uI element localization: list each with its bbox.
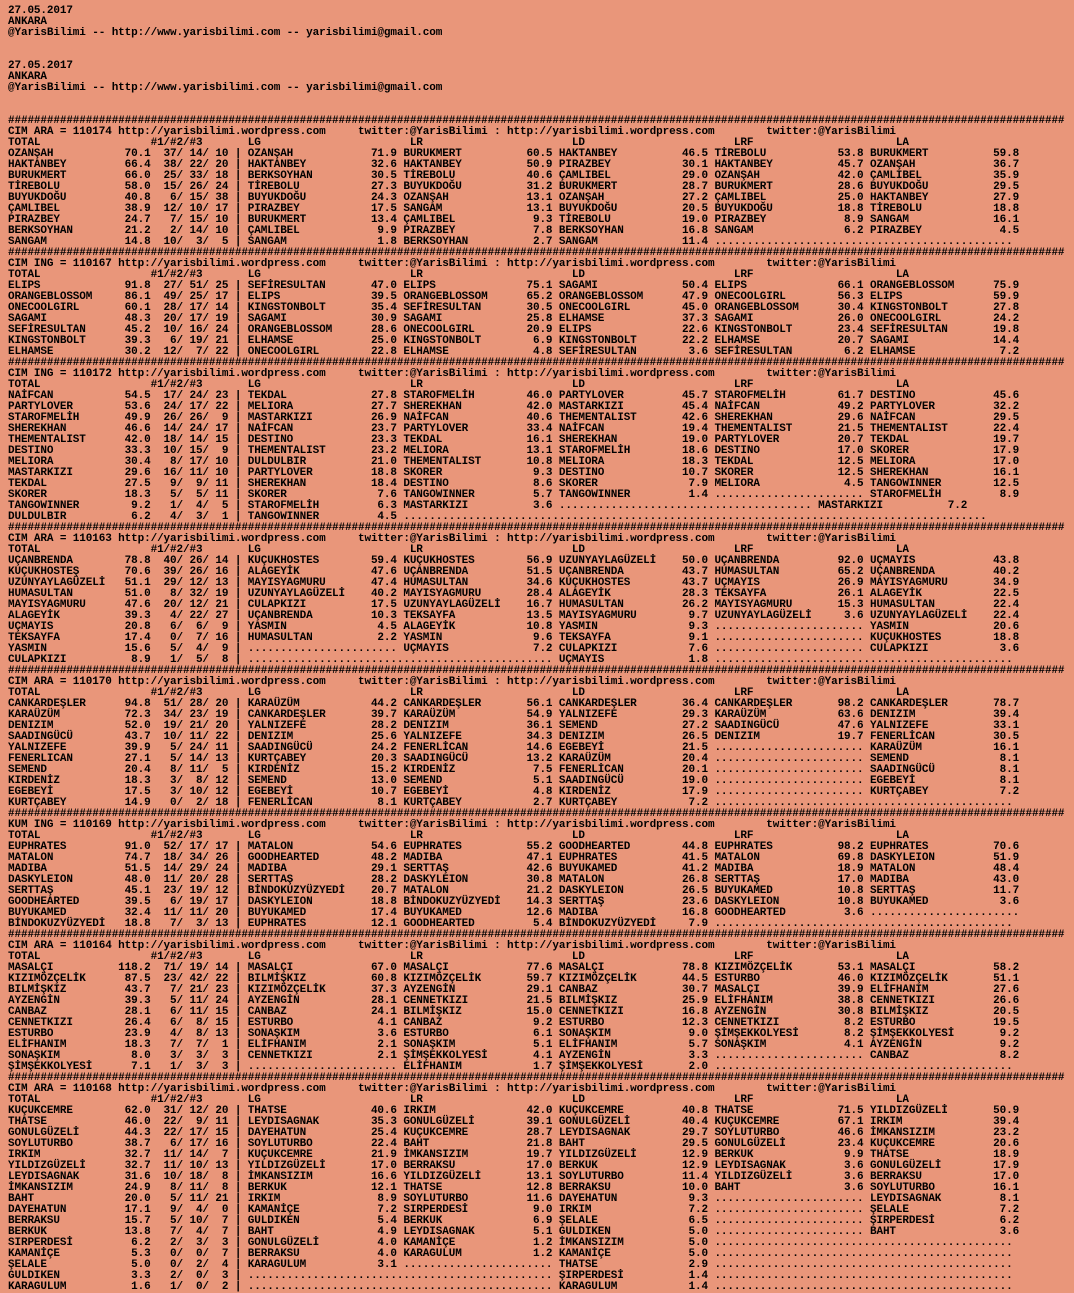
report-line: KUM ING = 110169 http://yarisbilimi.wordpress.com twitter:@YarisBilimi : http://yarisbilimi.wordpress.com twitter:@YarisBilimi — [8, 819, 896, 831]
report-line: ELİFHANIM 18.3 7/ 7/ 1 | ELİFHANIM 2.1 SONAŞKIM 5.1 ELİFHANIM 5.7 SONAŞKIM 4.1 AYZENGİN 9.2 — [8, 1039, 1020, 1051]
report-line: ALAGEYİK 39.3 4/ 22/ 27 | UÇANBRENDA 10.3 TEKSAYFA 13.5 MAYISYAGMURU 9.7 UZUNYAYLAGÜZELİ 3.6 UZUNYAYLAGÜZELİ 22.4 — [8, 610, 1020, 622]
report-line — [8, 50, 1064, 61]
report-line: YALNIZEFE 39.9 5/ 24/ 11 | SAADINGÜCÜ 24.2 FENERLİCAN 14.6 EGEBEYİ 21.5 ....................... KARAÜZÜM 16.1 — [8, 742, 1020, 754]
report-line: SEMEND 20.4 8/ 11/ 5 | KIRDENİZ 15.2 KIRDENİZ 7.5 FENERLİCAN 20.1 ....................... SAADINGÜCÜ 8.1 — [8, 764, 1020, 776]
report-line: TEKSAYFA 17.4 0/ 7/ 16 | HUMASULTAN 2.2 YASMIN 9.6 TEKSAYFA 9.1 ....................... KUÇUKHOSTES 18.8 — [8, 632, 1020, 644]
report-line: HAKTANBEY 66.4 38/ 22/ 20 | HAKTANBEY 32.6 HAKTANBEY 50.9 PIRAZBEY 30.1 HAKTANBEY 45.7 OZANŞAH 36.7 — [8, 159, 1020, 171]
report-line: OZANŞAH 70.1 37/ 14/ 10 | OZANŞAH 71.9 BURUKMERT 60.5 HAKTANBEY 46.5 TİREBOLU 53.8 BURUKMERT 59.8 — [8, 148, 1020, 160]
report-line: ONECOOLGIRL 60.1 28/ 17/ 14 | KINGSTONBOLT 35.4 SEFİRESULTAN 30.5 ONECOOLGIRL 45.0 ORANGEBLOSSOM 30.4 KINGSTONBOLT 27.8 — [8, 302, 1020, 314]
report-line: SAGAMI 48.3 20/ 17/ 19 | SAGAMI 30.9 SAGAMI 25.8 ELHAMSE 37.3 SAGAMI 26.0 ONECOOLGIRL 24.2 — [8, 313, 1020, 325]
report-line: BERKUK 13.8 7/ 4/ 7 | BAHT 4.9 LEYDISAGNAK 5.1 GULDIKEN 5.0 ....................... BAHT 3.6 — [8, 1226, 1020, 1238]
report-line: KINGSTONBOLT 39.3 6/ 19/ 21 | ELHAMSE 25.0 KINGSTONBOLT 6.9 KINGSTONBOLT 22.2 ELHAMSE 20.7 SAGAMI 14.4 — [8, 335, 1020, 347]
report-line: FENERLICAN 27.1 5/ 14/ 13 | KURTÇABEY 20.3 SAADINGÜCÜ 13.2 KARAÜZÜM 20.4 ....................... SEMEND 8.1 — [8, 753, 1020, 765]
report-line: AYZENGİN 39.3 5/ 11/ 24 | AYZENGİN 28.1 CENNETKIZI 21.5 BILMİŞKIZ 25.9 ELİFHANIM 38.8 CENNETKIZI 26.6 — [8, 995, 1020, 1007]
report-line: 27.05.2017 — [8, 60, 73, 72]
report-line: UZUNYAYLAGÜZELİ 51.1 29/ 12/ 13 | MAYISYAGMURU 47.4 HUMASULTAN 34.6 KUÇUKHOSTES 43.7 UÇMAYIS 26.9 MAYISYAGMURU 34.9 — [8, 577, 1020, 589]
report-line: MELIORA 30.4 8/ 17/ 10 | DULDULBIR 21.0 THEMENTALIST 10.8 MELIORA 18.3 TEKDAL 12.5 MELIORA 17.0 — [8, 456, 1020, 468]
report-line: KURTÇABEY 14.9 0/ 2/ 18 | FENERLİCAN 8.1 KURTÇABEY 2.7 KURTÇABEY 7.2 .............................................. — [8, 797, 1013, 809]
report-line: MADIBA 51.5 14/ 29/ 24 | MADIBA 29.1 SERTTAŞ 42.6 BUYUKAMED 41.2 MADIBA 18.9 MATALON 48.4 — [8, 863, 1020, 875]
report-line: 27.05.2017 — [8, 5, 73, 17]
report-line: DAYEHATUN 17.1 9/ 4/ 0 | KAMANİÇE 7.2 SIRPERDESİ 9.0 IRKIM 7.2 ....................... ŞELALE 7.2 — [8, 1204, 1020, 1216]
report-line: TANGOWINNER 9.2 1/ 4/ 5 | STAROFMELİH 6.3 MASTARKIZI 3.6 ....................................... MASTARKIZI 7.2 — [8, 500, 968, 512]
report-line: CIM ARA = 110174 http://yarisbilimi.wordpress.com twitter:@YarisBilimi : http://yarisbilimi.wordpress.com twitter:@YarisBilimi — [8, 126, 896, 138]
report-line: YASMIN 15.6 5/ 4/ 9 | ....................... UÇMAYIS 7.2 CULAPKIZI 7.6 ....................... CULAPKIZI 3.6 — [8, 643, 1020, 655]
report-line: KARAGULUM 1.6 1/ 0/ 2 | ............................................... KARAGULUM 1.4 .............................................. — [8, 1281, 1013, 1293]
report-line: ELIPS 91.8 27/ 51/ 25 | SEFİRESULTAN 47.0 ELIPS 75.1 SAGAMI 50.4 ELIPS 66.1 ORANGEBLOSSOM 75.9 — [8, 280, 1020, 292]
report-line: SOYLUTURBO 38.7 6/ 17/ 16 | SOYLUTURBO 22.4 BAHT 21.8 BAHT 29.5 GONULGÜZELİ 23.4 KUÇUKCEMRE 20.6 — [8, 1138, 1020, 1150]
report-line: MATALON 74.7 18/ 34/ 26 | GOODHEARTED 48.2 MADIBA 47.1 EUPHRATES 41.5 MATALON 69.8 DASKYLEION 51.9 — [8, 852, 1020, 864]
report-line: LEYDISAGNAK 31.6 10/ 18/ 8 | İMKANSIZIM 16.6 YILDIZGÜZELİ 13.1 SOYLUTURBO 11.4 YILDIZGÜZELİ 3.6 BERRAKSU 17.0 — [8, 1171, 1020, 1183]
report-line: PARTYLOVER 53.6 24/ 17/ 22 | MELIORA 27.7 SHEREKHAN 42.0 MASTARKIZI 45.4 NAİFCAN 49.2 PARTYLOVER 32.2 — [8, 401, 1020, 413]
report-line: CANKARDEŞLER 94.8 51/ 28/ 20 | KARAÜZÜM 44.2 CANKARDEŞLER 56.1 CANKARDEŞLER 36.4 CANKARDEŞLER 98.2 CANKARDEŞLER 78.7 — [8, 698, 1020, 710]
report-line: ################################################################################################################################################################### — [8, 115, 1065, 127]
report-line: CIM ARA = 110163 http://yarisbilimi.wordpress.com twitter:@YarisBilimi : http://yarisbilimi.wordpress.com twitter:@YarisBilimi — [8, 533, 896, 545]
report-line: ŞELALE 5.0 0/ 2/ 4 | KARAGULUM 3.1 ....................... THATSE 2.9 .............................................. — [8, 1259, 1013, 1271]
report-line: NAİFCAN 54.5 17/ 24/ 23 | TEKDAL 27.8 STAROFMELİH 46.0 PARTYLOVER 45.7 STAROFMELİH 61.7 DESTINO 45.6 — [8, 390, 1020, 402]
report-line: TOTAL #1/#2/#3 LG LR LD LRF LA — [8, 830, 909, 842]
report-line: UÇANBRENDA 78.8 40/ 26/ 14 | KUÇUKHOSTES 59.4 KUÇUKHOSTES 56.9 UZUNYAYLAGÜZELİ 50.0 UÇANBRENDA 92.0 UÇMAYIS 43.8 — [8, 555, 1020, 567]
report-line: YILDIZGÜZELİ 32.7 11/ 10/ 13 | YILDIZGÜZELİ 17.0 BERRAKSU 17.0 BERKUK 12.9 LEYDISAGNAK 3.6 GONULGÜZELİ 17.9 — [8, 1160, 1020, 1172]
report-line: ANKARA — [8, 71, 47, 83]
report-line: TOTAL #1/#2/#3 LG LR LD LRF LA — [8, 1094, 909, 1106]
report-line: KIZIMÖZÇELİK 87.5 23/ 42/ 22 | BILMİŞKIZ 60.8 KIZIMÖZÇELİK 59.7 KIZIMÖZÇELİK 44.5 ESTURBO 46.0 KIZIMÖZÇELİK 51.1 — [8, 973, 1020, 985]
report-line: TİREBOLU 58.0 15/ 26/ 24 | TİREBOLU 27.3 BUYUKDOĞU 31.2 BURUKMERT 28.7 BURUKMERT 28.6 BUYUKDOĞU 29.5 — [8, 181, 1020, 193]
report-line: ################################################################################################################################################################### — [8, 665, 1065, 677]
report-line: @YarisBilimi -- http://www.yarisbilimi.com -- yarisbilimi@gmail.com — [8, 27, 443, 39]
report-line: CIM ARA = 110168 http://yarisbilimi.wordpress.com twitter:@YarisBilimi : http://yarisbilimi.wordpress.com twitter:@YarisBilimi — [8, 1083, 896, 1095]
report-line: CIM ARA = 110170 http://yarisbilimi.wordpress.com twitter:@YarisBilimi : http://yarisbilimi.wordpress.com twitter:@YarisBilimi — [8, 676, 896, 688]
report-line: UÇMAYIS 20.8 6/ 6/ 9 | YASMIN 4.5 ALAGEYİK 10.8 YASMIN 9.3 ....................... YASMIN 20.6 — [8, 621, 1020, 633]
report-line: TOTAL #1/#2/#3 LG LR LD LRF LA — [8, 379, 909, 391]
report-line — [8, 94, 1064, 105]
report-line: THATSE 46.0 22/ 9/ 11 | LEYDISAGNAK 35.3 GONULGÜZELİ 39.1 GONULGÜZELİ 40.4 KUÇUKCEMRE 67.1 IRKIM 39.4 — [8, 1116, 1020, 1128]
report-line: EUPHRATES 91.0 52/ 17/ 17 | MATALON 54.6 EUPHRATES 55.2 GOODHEARTED 44.8 EUPHRATES 98.2 EUPHRATES 70.6 — [8, 841, 1020, 853]
report-line: GONULGÜZELİ 44.3 22/ 17/ 15 | DAYEHATUN 25.4 KUÇUKCEMRE 28.7 LEYDISAGNAK 29.7 SOYLUTURBO 46.6 İMKANSIZIM 23.2 — [8, 1127, 1020, 1139]
report-line: TOTAL #1/#2/#3 LG LR LD LRF LA — [8, 951, 909, 963]
report-line: CIM ING = 110172 http://yarisbilimi.wordpress.com twitter:@YarisBilimi : http://yarisbilimi.wordpress.com twitter:@YarisBilimi — [8, 368, 896, 380]
report-line: BAHT 20.0 5/ 11/ 21 | IRKIM 8.9 SOYLUTURBO 11.6 DAYEHATUN 9.3 ....................... LEYDISAGNAK 8.1 — [8, 1193, 1020, 1205]
report-line: BURUKMERT 66.0 25/ 33/ 18 | BERKSOYHAN 30.5 TİREBOLU 40.6 ÇAMLIBEL 29.0 OZANŞAH 42.0 ÇAMLIBEL 35.9 — [8, 170, 1020, 182]
report-line: GOODHEARTED 39.5 6/ 19/ 17 | DASKYLEION 18.8 BİNDOKUZYÜZYEDİ 14.3 SERTTAŞ 23.6 DASKYLEION 10.8 BUYUKAMED 3.6 — [8, 896, 1020, 908]
report-line: EGEBEYİ 17.5 3/ 10/ 12 | EGEBEYİ 10.7 EGEBEYİ 4.8 KIRDENİZ 17.9 ....................... KURTÇABEY 7.2 — [8, 786, 1020, 798]
report-line: MASTARKIZI 29.6 16/ 11/ 10 | PARTYLOVER 18.8 SKORER 9.3 DESTINO 10.7 SKORER 12.5 SHEREKHAN 16.1 — [8, 467, 1020, 479]
report-line: DASKYLEION 48.0 11/ 20/ 28 | SERTTAŞ 28.2 DASKYLEION 30.8 MATALON 26.8 SERTTAŞ 17.0 MADIBA 43.0 — [8, 874, 1020, 886]
report-line: SONAŞKIM 8.0 3/ 3/ 3 | CENNETKIZI 2.1 ŞİMŞEKKOLYESİ 4.1 AYZENGİN 3.3 ....................... CANBAZ 8.2 — [8, 1050, 1020, 1062]
report-line: MAYISYAGMURU 47.6 20/ 12/ 21 | CULAPKIZI 17.5 UZUNYAYLAGÜZELİ 16.7 HUMASULTAN 26.2 MAYISYAGMURU 15.3 HUMASULTAN 22.4 — [8, 599, 1020, 611]
report-line: KAMANİÇE 5.3 0/ 0/ 7 | BERRAKSU 4.0 KARAGULUM 1.2 KAMANİÇE 5.0 .............................................. — [8, 1248, 1013, 1260]
report-line: İMKANSIZIM 24.9 8/ 11/ 8 | BERKUK 12.1 THATSE 12.8 BERRAKSU 10.0 BAHT 3.6 SOYLUTURBO 16.1 — [8, 1182, 1020, 1194]
report-line: TOTAL #1/#2/#3 LG LR LD LRF LA — [8, 687, 909, 699]
report-line: KUÇUKCEMRE 62.0 31/ 12/ 20 | THATSE 40.6 IRKIM 42.0 KUÇUKCEMRE 40.8 THATSE 71.5 YILDIZGÜZELİ 50.9 — [8, 1105, 1020, 1117]
report-line: ELHAMSE 30.2 12/ 7/ 22 | ONECOOLGIRL 22.8 ELHAMSE 4.8 SEFİRESULTAN 3.6 SEFİRESULTAN 6.2 ELHAMSE 7.2 — [8, 346, 1020, 358]
report-line — [8, 39, 1064, 50]
report-line: DENIZIM 52.0 19/ 21/ 20 | YALNIZEFE 28.2 DENIZIM 36.1 SEMEND 27.2 SAADINGÜCÜ 47.6 YALNIZEFE 33.1 — [8, 720, 1020, 732]
report-line: CENNETKIZI 26.4 6/ 8/ 15 | ESTURBO 4.1 CANBAZ 9.2 ESTURBO 12.3 CENNETKIZI 8.2 ESTURBO 19.5 — [8, 1017, 1020, 1029]
report-line: SHEREKHAN 46.6 14/ 24/ 17 | NAİFCAN 23.7 PARTYLOVER 33.4 NAİFCAN 19.4 THEMENTALIST 21.5 THEMENTALIST 22.4 — [8, 423, 1020, 435]
report-line: GULDIKEN 3.3 2/ 0/ 3 | ............................................... ŞIRPERDESİ 1.4 .............................................. — [8, 1270, 1013, 1282]
report-line: IRKIM 32.7 11/ 14/ 7 | KUÇUKCEMRE 21.9 İMKANSIZIM 19.7 YILDIZGÜZELİ 12.9 BERKUK 9.9 THATSE 18.9 — [8, 1149, 1020, 1161]
report-line: ANKARA — [8, 16, 47, 28]
report-line: ################################################################################################################################################################### — [8, 357, 1065, 369]
report-line: SKORER 18.3 5/ 5/ 11 | SKORER 7.6 TANGOWINNER 5.7 TANGOWINNER 1.4 ....................... STAROFMELİH 8.9 — [8, 489, 1020, 501]
report-line: BUYUKDOĞU 40.8 6/ 15/ 38 | BUYUKDOĞU 24.3 OZANŞAH 13.1 OZANŞAH 27.2 ÇAMLIBEL 25.0 HAKTANBEY 27.9 — [8, 192, 1020, 204]
report-line: SIRPERDESİ 6.2 2/ 3/ 3 | GONULGÜZELİ 4.0 KAMANİÇE 1.2 İMKANSIZIM 5.0 .............................................. — [8, 1237, 1013, 1249]
report-line: ################################################################################################################################################################### — [8, 522, 1065, 534]
report-line: KUÇUKHOSTEŞ 70.6 39/ 26/ 16 | ALAGEYİK 47.6 UÇANBRENDA 51.5 UÇANBRENDA 43.7 HUMASULTAN 65.2 UÇANBRENDA 40.2 — [8, 566, 1020, 578]
report-line: ################################################################################################################################################################### — [8, 1072, 1065, 1084]
report-line: DULDULBIR 6.2 4/ 3/ 1 | TANGOWINNER 4.5 .......................................................................................... — [8, 511, 987, 523]
report-line: CIM ARA = 110164 http://yarisbilimi.wordpress.com twitter:@YarisBilimi : http://yarisbilimi.wordpress.com twitter:@YarisBilimi — [8, 940, 896, 952]
report-line: ################################################################################################################################################################### — [8, 929, 1065, 941]
report-line: SEFİRESULTAN 45.2 10/ 16/ 24 | ORANGEBLOSSOM 28.6 ONECOOLGIRL 20.9 ELIPS 22.6 KINGSTONBOLT 23.4 SEFİRESULTAN 19.8 — [8, 324, 1020, 336]
report-line: TOTAL #1/#2/#3 LG LR LD LRF LA — [8, 544, 909, 556]
report-line: SANGAM 14.8 10/ 3/ 5 | SANGAM 1.8 BERKSOYHAN 2.7 SANGAM 11.4 .............................................. — [8, 236, 1013, 248]
report-line: DESTINO 33.3 10/ 15/ 9 | THEMENTALIST 23.2 MELIORA 13.1 STAROFMELİH 18.6 DESTINO 17.0 SKORER 17.9 — [8, 445, 1020, 457]
report-line: TEKDAL 27.5 9/ 9/ 11 | SHEREKHAN 18.4 DESTINO 8.6 SKORER 7.9 MELIORA 4.5 TANGOWINNER 12.5 — [8, 478, 1020, 490]
report-line: ŞİMŞEKKOLYESİ 7.1 1/ 3/ 3 | ....................... ELİFHANIM 1.7 ŞİMŞEKKOLYESİ 2.0 .............................................. — [8, 1061, 1013, 1073]
report-line: BİNDOKUZYÜZYEDİ 18.8 7/ 3/ 13 | EUPHRATES 12.1 GOODHEARTED 5.4 BİNDOKUZYÜZYEDİ 7.9 .............................................. — [8, 918, 1013, 930]
report-line: BUYUKAMED 32.4 11/ 11/ 20 | BUYUKAMED 17.4 BUYUKAMED 12.6 MADIBA 16.8 GOODHEARTED 3.6 ....................... — [8, 907, 1020, 919]
report-line: ################################################################################################################################################################### — [8, 247, 1065, 259]
report-line: TOTAL #1/#2/#3 LG LR LD LRF LA — [8, 137, 909, 149]
report-line: BERKSOYHAN 21.2 2/ 14/ 10 | ÇAMLIBEL 9.9 PIRAZBEY 7.8 BERKSOYHAN 16.8 SANGAM 6.2 PIRAZBEY 4.5 — [8, 225, 1020, 237]
report-line: KARAÜZÜM 72.3 34/ 23/ 19 | CANKARDEŞLER 39.7 KARAÜZÜM 54.9 YALNIZEFE 29.3 KARAÜZÜM 63.6 DENIZIM 39.4 — [8, 709, 1020, 721]
report-line: MASALÇI 118.2 71/ 19/ 14 | MASALÇI 67.0 MASALÇI 77.6 MASALÇI 78.8 KIZIMÖZÇELİK 53.1 MASALÇI 58.2 — [8, 962, 1020, 974]
report-line: SAADINGÜCÜ 43.7 10/ 11/ 22 | DENIZIM 25.6 YALNIZEFE 34.3 DENIZIM 26.5 DENIZIM 19.7 FENERLİCAN 30.5 — [8, 731, 1020, 743]
report-line: ESTURBO 23.9 4/ 8/ 13 | SONAŞKIM 3.6 ESTURBO 6.1 SONAŞKIM 9.0 ŞİMŞEKKOLYESİ 8.2 ŞİMŞEKKOLYESİ 9.2 — [8, 1028, 1020, 1040]
report-line: STAROFMELİH 49.9 26/ 26/ 9 | MASTARKIZI 26.9 NAİFCAN 40.6 THEMENTALIST 42.6 SHEREKHAN 29.6 NAİFCAN 29.5 — [8, 412, 1020, 424]
report-line: @YarisBilimi -- http://www.yarisbilimi.com -- yarisbilimi@gmail.com — [8, 82, 443, 94]
report-line: ÇAMLIBEL 38.9 12/ 10/ 17 | PIRAZBEY 17.5 SANGAM 13.1 BUYUKDOĞU 20.5 BUYUKDOĞU 18.8 TİREBOLU 18.8 — [8, 203, 1020, 215]
report-line: KIRDENİZ 18.3 3/ 8/ 12 | SEMEND 13.0 SEMEND 5.1 SAADINGÜCÜ 19.0 ....................... EGEBEYİ 8.1 — [8, 775, 1020, 787]
report-line: BILMİŞKIZ 43.7 7/ 21/ 23 | KIZIMÖZÇELİK 37.3 AYZENGİN 29.1 CANBAZ 30.7 MASALÇI 39.9 ELİFHANIM 27.6 — [8, 984, 1020, 996]
report-line: ORANGEBLOSSOM 86.1 49/ 25/ 17 | ELIPS 39.5 ORANGEBLOSSOM 65.2 ORANGEBLOSSOM 47.9 ONECOOLGIRL 56.3 ELIPS 59.9 — [8, 291, 1020, 303]
report-line: CANBAZ 28.1 6/ 11/ 15 | CANBAZ 24.1 BILMİŞKIZ 15.0 CENNETKIZI 16.8 AYZENGİN 30.8 BILMİŞKIZ 20.5 — [8, 1006, 1020, 1018]
race-report-text — [8, 6, 1064, 1293]
report-line: ################################################################################################################################################################### — [8, 808, 1065, 820]
report-line: SERTTAŞ 45.1 23/ 19/ 12 | BİNDOKUZYÜZYEDİ 20.7 MATALON 21.2 DASKYLEION 26.5 BUYUKAMED 10.8 SERTTAŞ 11.7 — [8, 885, 1020, 897]
report-line: THEMENTALIST 42.0 18/ 14/ 15 | DESTINO 23.3 TEKDAL 16.1 SHEREKHAN 19.0 PARTYLOVER 20.7 TEKDAL 19.7 — [8, 434, 1020, 446]
report-line: CIM ING = 110167 http://yarisbilimi.wordpress.com twitter:@YarisBilimi : http://yarisbilimi.wordpress.com twitter:@YarisBilimi — [8, 258, 896, 270]
report-line: HUMASULTAN 51.0 8/ 32/ 19 | UZUNYAYLAGÜZELİ 40.2 MAYISYAGMURU 28.4 ALAGEYİK 28.3 TEKSAYFA 26.1 ALAGEYİK 22.5 — [8, 588, 1020, 600]
report-line: CULAPKIZI 8.9 1/ 5/ 8 | ............................................... UÇMAYIS 1.8 .............................................. — [8, 654, 1013, 666]
report-line: TOTAL #1/#2/#3 LG LR LD LRF LA — [8, 269, 909, 281]
report-line: BERRAKSU 15.7 5/ 10/ 7 | GULDIKEN 5.4 BERKUK 6.9 ŞELALE 6.5 ....................... ŞIRPERDESİ 6.2 — [8, 1215, 1020, 1227]
report-line: PIRAZBEY 24.7 7/ 15/ 10 | BURUKMERT 13.4 ÇAMLIBEL 9.3 TİREBOLU 19.0 PIRAZBEY 8.9 SANGAM 16.1 — [8, 214, 1020, 226]
